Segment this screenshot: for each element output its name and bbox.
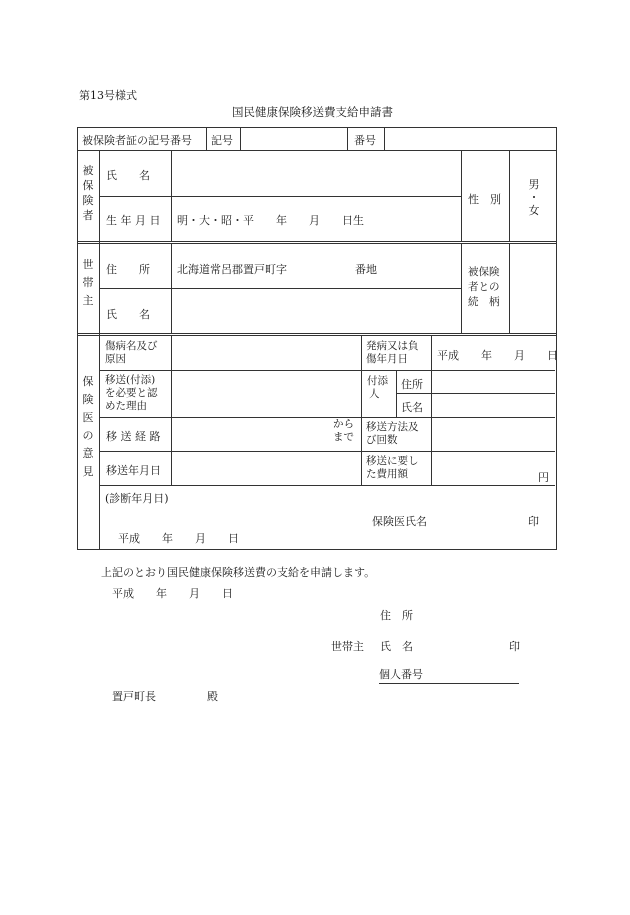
applicant-seal: 印 bbox=[509, 640, 520, 653]
injury-field[interactable] bbox=[172, 337, 360, 369]
form-title: 国民健康保険移送費支給申請書 bbox=[232, 105, 393, 119]
diagnosis-date-value[interactable]: 平成 年 月 日 bbox=[118, 532, 239, 545]
transport-date-field[interactable] bbox=[172, 452, 360, 484]
relation-field[interactable] bbox=[510, 244, 554, 333]
bango-field[interactable] bbox=[385, 128, 554, 149]
attendant-name-label: 氏名 bbox=[401, 401, 423, 414]
household-section-label: 世 帯 主 bbox=[82, 258, 94, 307]
injury-label: 傷病名及び 原因 bbox=[105, 340, 158, 365]
cost-label: 移送に要し た費用額 bbox=[366, 455, 419, 480]
transport-date-label: 移送年月日 bbox=[106, 464, 161, 477]
bango-label: 番号 bbox=[354, 134, 376, 147]
reason-field[interactable] bbox=[172, 371, 360, 416]
doctor-seal: 印 bbox=[528, 515, 539, 528]
insured-section-label: 被 保 険 者 bbox=[82, 164, 94, 222]
sex-label: 性 別 bbox=[468, 193, 501, 206]
household-address-suffix: 番地 bbox=[355, 263, 377, 276]
applicant-address-label: 住 所 bbox=[380, 609, 413, 622]
attendant-label: 付添 人 bbox=[367, 375, 388, 400]
household-address-label: 住 所 bbox=[106, 263, 150, 276]
cost-field[interactable] bbox=[432, 452, 532, 484]
attendant-address-field[interactable] bbox=[432, 371, 554, 392]
sex-options[interactable]: 男 ・ 女 bbox=[528, 178, 540, 217]
opinion-section-label: 保 険 医 の 意 見 bbox=[82, 375, 94, 478]
route-from-to: から まで bbox=[333, 418, 354, 443]
household-name-field[interactable] bbox=[172, 289, 460, 333]
diagnosis-label: (診断年月日) bbox=[105, 492, 169, 505]
route-field[interactable] bbox=[172, 418, 322, 450]
insured-birth-value[interactable]: 明・大・昭・平 年 月 日生 bbox=[177, 214, 364, 227]
honorific: 殿 bbox=[207, 690, 218, 703]
onset-label: 発病又は負 傷年月日 bbox=[366, 340, 419, 365]
kigo-field[interactable] bbox=[241, 128, 346, 149]
household-address-value[interactable]: 北海道常呂郡置戸町字 bbox=[177, 263, 287, 276]
route-label: 移 送 経 路 bbox=[106, 430, 161, 443]
household-name-label: 氏 名 bbox=[106, 308, 150, 321]
insured-birth-label: 生 年 月 日 bbox=[106, 214, 161, 227]
addressee: 置戸町長 bbox=[112, 690, 156, 703]
application-date[interactable]: 平成 年 月 日 bbox=[112, 587, 233, 600]
relation-label: 被保険 者との 続 柄 bbox=[468, 266, 500, 308]
personal-number-label: 個人番号 bbox=[379, 668, 423, 681]
form-number: 第13号様式 bbox=[79, 89, 137, 102]
householder-label: 世帯主 bbox=[331, 640, 364, 653]
insured-name-label: 氏 名 bbox=[106, 169, 150, 182]
doctor-name-label: 保険医氏名 bbox=[372, 515, 427, 528]
application-statement: 上記のとおり国民健康保険移送費の支給を申請します。 bbox=[101, 566, 376, 579]
personal-number-field[interactable] bbox=[379, 666, 519, 684]
cost-unit: 円 bbox=[538, 471, 549, 484]
attendant-name-field[interactable] bbox=[432, 394, 554, 416]
id-number-label: 被保険者証の記号番号 bbox=[82, 134, 192, 147]
method-field[interactable] bbox=[432, 418, 554, 450]
method-label: 移送方法及 び回数 bbox=[366, 421, 419, 446]
onset-date-value[interactable]: 平成 年 月 日 bbox=[437, 349, 558, 362]
attendant-address-label: 住所 bbox=[401, 378, 423, 391]
insured-name-field[interactable] bbox=[172, 151, 460, 195]
kigo-label: 記号 bbox=[211, 134, 233, 147]
reason-label: 移送(付添) を必要と認 めた理由 bbox=[105, 374, 158, 412]
applicant-name-label: 氏 名 bbox=[380, 640, 413, 653]
